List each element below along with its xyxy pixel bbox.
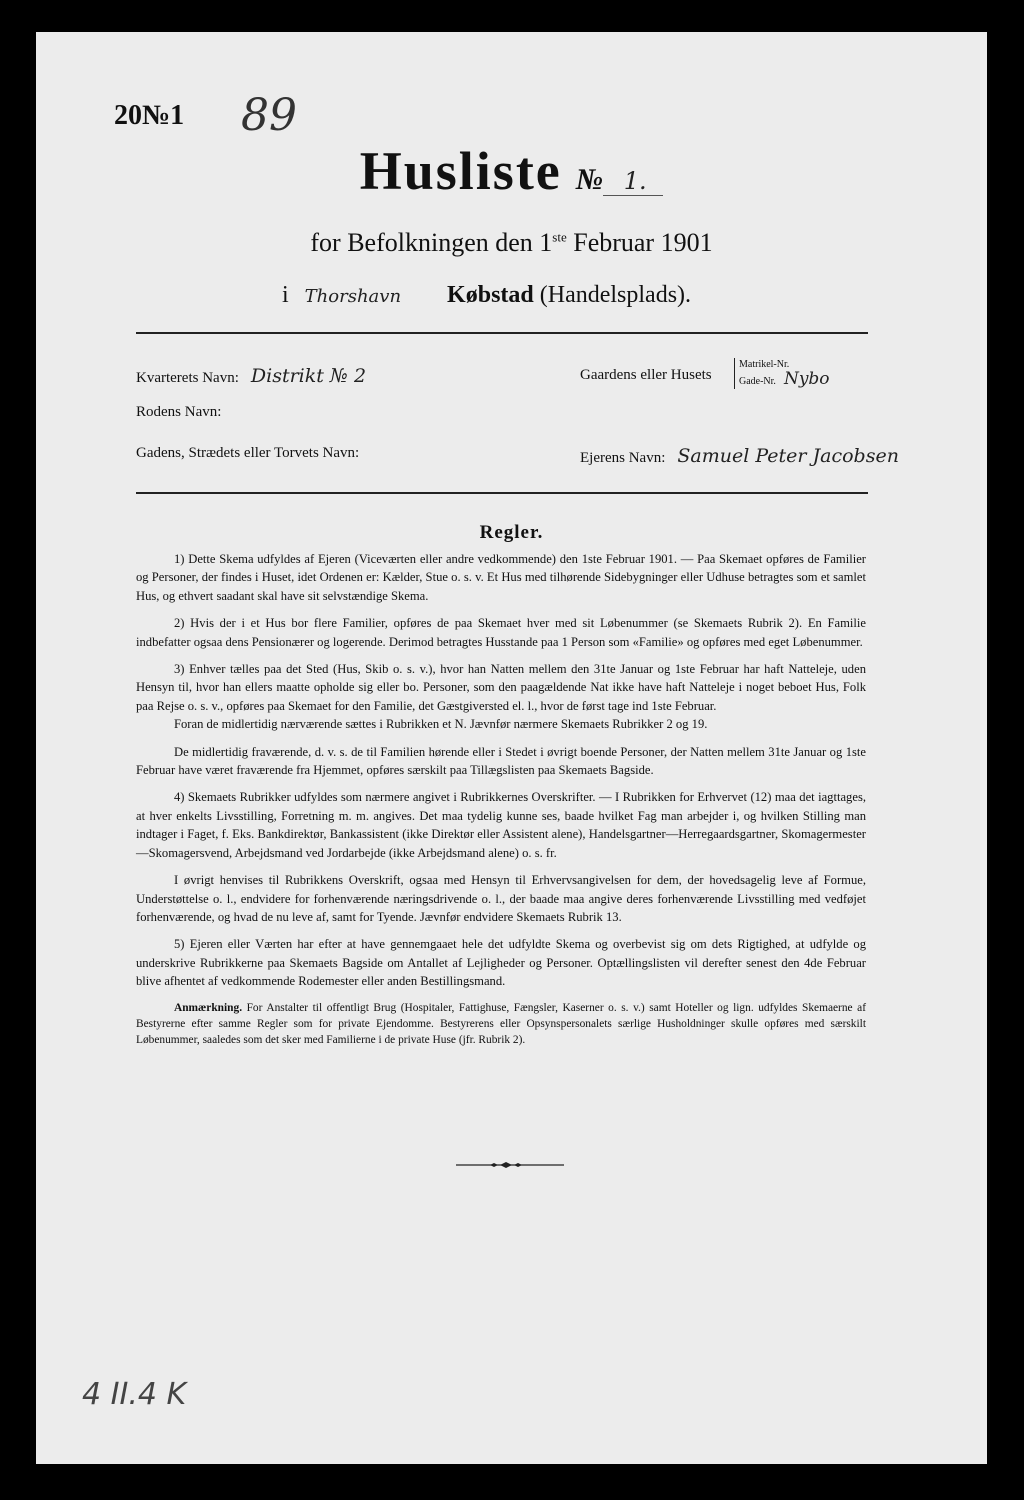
rule-5: 5) Ejeren eller Værten har efter at have gennemgaaet hele det udfyldte Skema og overbevist sig om dets Rigtighed, at udfylde og underskrive Rubrikkerne paa Skemaets Bagside om Antallet af Lejligheder og Personer. Optællingslisten vil derefter senest den 4de Februar blive afhentet af vedkommende Rodemester eller anden Bestillingsmand. — [136, 937, 866, 989]
kvarter-value: Distrikt № 2 — [250, 365, 367, 387]
gade-field — [136, 445, 359, 462]
subtitle-sup: ste — [552, 229, 567, 245]
pencil-number: 89 — [241, 90, 297, 141]
note-text: For Anstalter til offentligt Brug (Hospitaler, Fattighuse, Fængsler, Kaserner o. s. v.) samt Hoteller og lign. udfyldes Skemaerne af Bestyrerne efter samme Regler som for private Ejendomme. Bestyrerens eller Opsynspersonalets særlige Husholdninger skulle opføres med særskilt Løbenummer, saaledes som det sker med Familierne i de private Huse (jfr. Rubrik 2). — [136, 1001, 866, 1046]
divider-bottom — [136, 492, 868, 494]
archive-stamp: 20№1 — [114, 100, 185, 131]
gadenr-label: Gade-Nr. — [739, 376, 776, 387]
rules-body — [136, 550, 866, 1057]
subtitle-date: Februar 1901 — [566, 228, 713, 257]
document-page — [36, 32, 987, 1464]
city-prefix: i — [282, 282, 289, 308]
city-row — [282, 282, 691, 309]
matrikel-bracket — [734, 358, 830, 389]
pencil-archive-code: 4 II.4 K — [82, 1377, 187, 1412]
divider-top — [136, 332, 868, 334]
subtitle — [36, 228, 987, 258]
rule-3b: Foran de midlertidig nærværende sættes i Rubrikken et N. Jævnfør nærmere Skemaets Rubrikker 2 og 19. — [174, 717, 708, 732]
rule-2: 2) Hvis der i et Hus bor flere Familier, opføres de paa Skemaet hver med sit Løbenummer (se Skemaets Rubrik 2). En Familie indbefatter ogsaa dens Pensionærer og logerende. Derimod betragtes Husstande paa 1 Person som «Familie» og opføres med eget Løbenummer. — [136, 616, 866, 649]
roden-label: Rodens Navn: — [136, 404, 222, 420]
gaard-field — [580, 367, 712, 384]
note-label: Anmærkning. — [174, 1001, 243, 1014]
city-type: Købstad — [447, 282, 534, 308]
gade-label: Gadens, Strædets eller Torvets Navn: — [136, 445, 360, 461]
rule-3c: De midlertidig fraværende, d. v. s. de til Familien hørende eller i Stedet i øvrigt boende Personer, der Natten mellem 31te Januar og 1ste Februar have været fraværende fra Hjemmet, opføres særskilt paa Tillægslisten paa Skemaets Bagside. — [136, 744, 866, 778]
list-number: 1. — [623, 167, 647, 195]
ornament-divider — [456, 1160, 564, 1170]
ejer-label: Ejerens Navn: — [580, 450, 666, 466]
rule-4b: I øvrigt henvises til Rubrikkens Overskrift, ogsaa med Hensyn til Erhvervsangivelsen for dem, der hovedsagelig leve af Formue, Understøttelse o. l., endvidere for forhenværende næringsdrivende o. l., der baade maa angive deres forhenværende Livsstilling med vedføjet forhenværende, og hvad de nu leve af, samt for Tyende. Jævnfør endvidere Skemaets Rubrik 13. — [136, 873, 866, 924]
matrikel-label: Matrikel-Nr. — [739, 359, 790, 370]
ejer-value: Samuel Peter Jacobsen — [677, 445, 899, 467]
city-type-rest: (Handelsplads). — [533, 282, 692, 308]
page-title: Husliste — [359, 141, 562, 201]
gadenr-value: Nybo — [783, 369, 830, 389]
rule-1: 1) Dette Skema udfyldes af Ejeren (Viceværten eller andre vedkommende) den 1ste Februar 1901. — Paa Skemaet opføres de Familier og Personer, der findes i Huset, idet Ordenen er: Kælder, Stue o. s. v. Et Hus med tilhørende Sidebygninger eller Udhuse betragtes som et samlet Hus, og ethvert saadant skal have sit selvstændige Skema. — [136, 552, 866, 603]
number-sign: № — [575, 163, 604, 196]
city-name: Thorshavn — [304, 286, 402, 307]
rules-heading: Regler. — [479, 522, 544, 543]
subtitle-text: for Befolkningen den 1 — [310, 228, 553, 257]
gaard-label: Gaardens eller Husets — [580, 367, 712, 383]
kvarter-field — [136, 365, 366, 387]
roden-field — [136, 404, 221, 421]
kvarter-label: Kvarterets Navn: — [136, 370, 239, 386]
rules-note — [136, 1000, 866, 1048]
ejer-field — [580, 445, 899, 467]
title-row — [36, 140, 987, 202]
rule-3: 3) Enhver tælles paa det Sted (Hus, Skib o. s. v.), hvor han Natten mellem den 31te Januar og 1ste Februar har haft Natteleje, uden Hensyn til, hvor han ellers maatte opholde sig eller bo. Personer, som den paagældende Nat ikke have haft Natteleje i noget beboet Hus, Folk paa Rejse o. s. v., opføres paa Skemaet for den Familie, det Gæstgiversted el. l., hvor de først tage ind 1ste Februar. — [136, 662, 866, 713]
rule-4: 4) Skemaets Rubrikker udfyldes som nærmere angivet i Rubrikkernes Overskrifter. — I Rubrikken for Erhvervet (12) maa det iagttages, at hver enkelts Livsstilling, Forretning m. m. angives. Det maa tydelig kunne ses, baade hvilket Fag man arbejder i, og hvilken Stilling man indtager i Faget, f. Eks. Bankdirektør, Bankassistent (ikke Direktør eller Assistent alene), Handelsgartner—Herregaardsgartner, Skomagermester—Skomagersvend, Arbejdsmand ved Jordarbejde (ikke Arbejdsmand alene) o. s. fr. — [136, 790, 866, 860]
